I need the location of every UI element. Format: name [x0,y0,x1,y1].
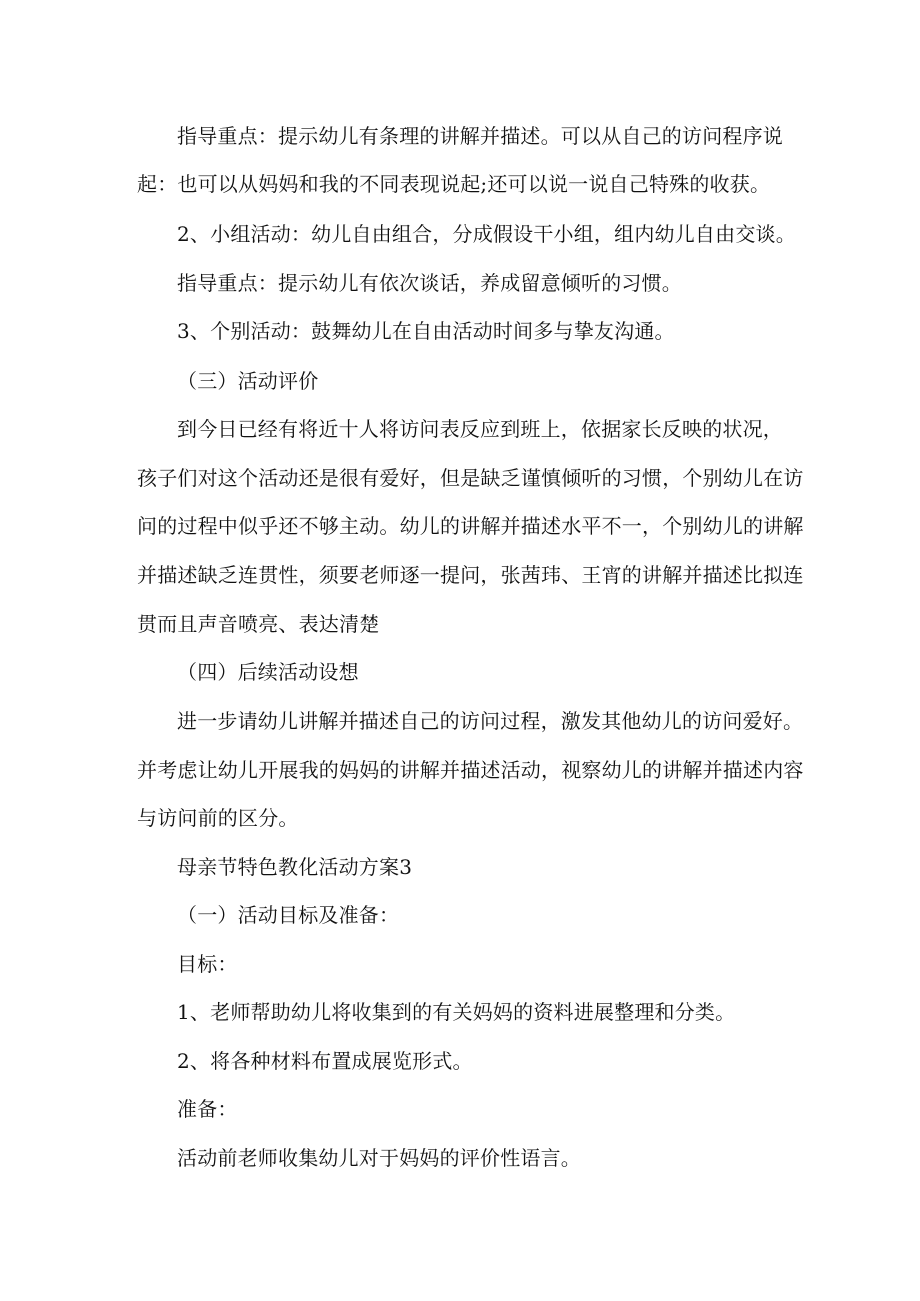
section-heading-follow-up: （四）后续活动设想 [177,660,359,684]
paragraph-line-22: 活动前老师收集幼儿对于妈妈的评价性语言。 [177,1146,581,1170]
paragraph-line-14: 并考虑让幼儿开展我的妈妈的讲解并描述活动，视察幼儿的讲解并描述内容 [137,758,804,782]
paragraph-line-11: 贯而且声音喷亮、表达清楚 [137,612,380,636]
paragraph-line-8: 孩子们对这个活动还是很有爱好，但是缺乏谨慎倾听的习惯，个别幼儿在访 [137,466,804,490]
paragraph-line-10: 并描述缺乏连贯性，须要老师逐一提问，张茜玮、王宵的讲解并描述比拟连 [137,563,804,587]
list-item-2: 2、将各种材料布置成展览形式。 [177,1049,473,1073]
section-heading-evaluation: （三）活动评价 [177,369,319,393]
list-item-1: 1、老师帮助幼儿将收集到的有关妈妈的资料进展整理和分类。 [177,1000,736,1024]
paragraph-line-15: 与访问前的区分。 [137,806,299,830]
paragraph-line-3: 2、小组活动：幼儿自由组合，分成假设干小组，组内幼儿自由交谈。 [177,222,796,246]
paragraph-line-4: 指导重点：提示幼儿有依次谈话，养成留意倾听的习惯。 [177,271,682,295]
paragraph-line-7: 到今日已经有将近十人将访问表反应到班上，依据家长反映的状况， [177,417,783,441]
section-heading-goals: （一）活动目标及准备： [177,903,400,927]
paragraph-line-1: 指导重点：提示幼儿有条理的讲解并描述。可以从自己的访问程序说 [177,124,783,148]
paragraph-line-2: 起：也可以从妈妈和我的不同表现说起;还可以说一说自己特殊的收获。 [137,172,771,196]
paragraph-line-13: 进一步请幼儿讲解并描述自己的访问过程，激发其他幼儿的访问爱好。 [177,709,804,733]
paragraph-line-5: 3、个别活动：鼓舞幼儿在自由活动时间多与挚友沟通。 [177,319,675,343]
subheading-preparation: 准备： [177,1097,238,1121]
plan-title: 母亲节特色教化活动方案3 [177,855,413,879]
paragraph-line-9: 问的过程中似乎还不够主动。幼儿的讲解并描述水平不一，个别幼儿的讲解 [137,514,804,538]
subheading-goals: 目标： [177,952,238,976]
